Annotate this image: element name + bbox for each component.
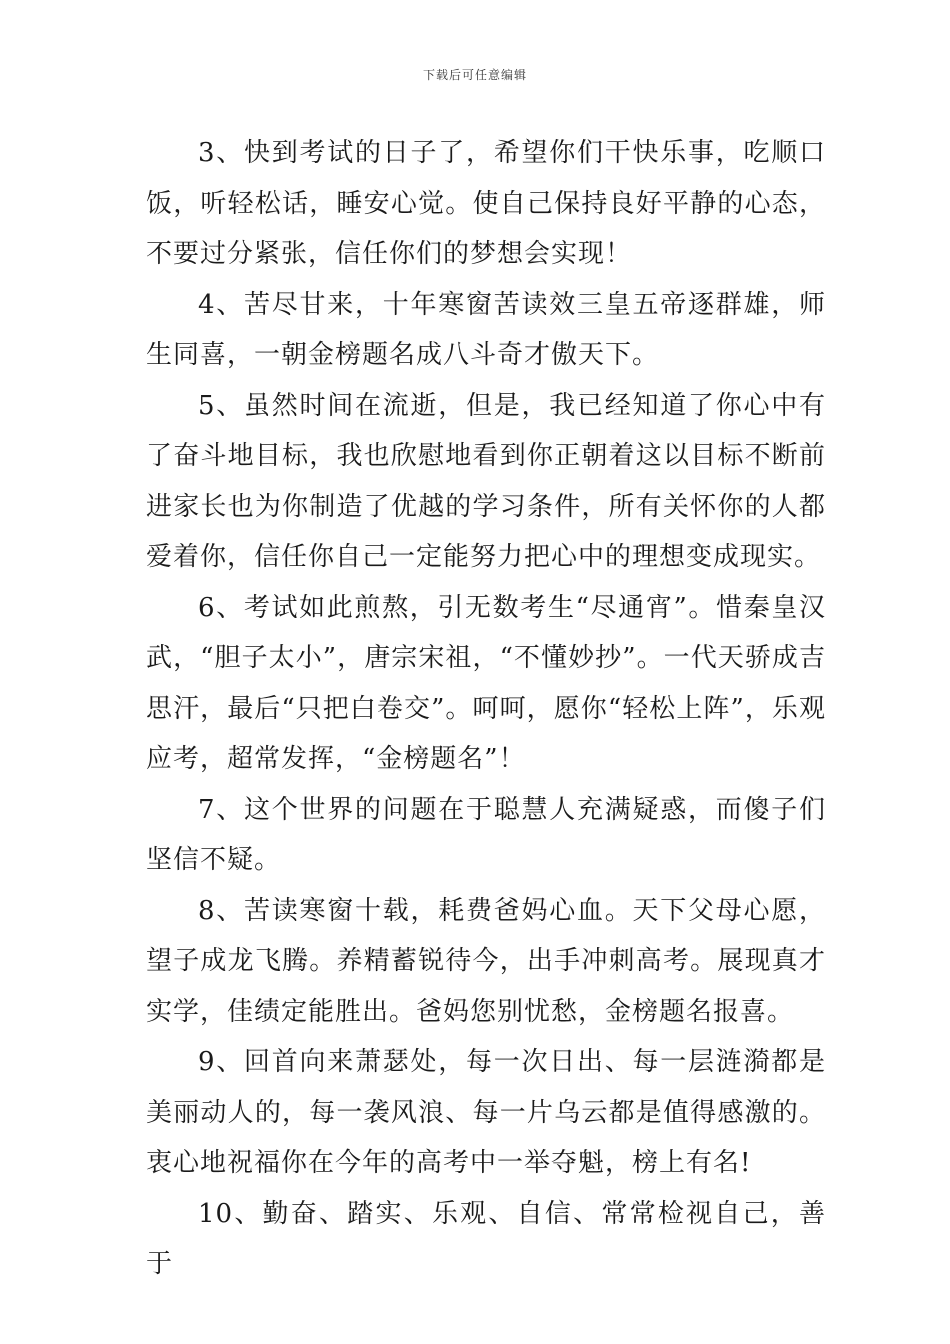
paragraph-3: 3、快到考试的日子了，希望你们干快乐事，吃顺口饭，听轻松话，睡安心觉。使自己保持良好平静的心态，不要过分紧张，信任你们的梦想会实现！: [146, 138, 826, 269]
paragraph-5: 5、虽然时间在流逝，但是，我已经知道了你心中有了奋斗地目标，我也欣慰地看到你正朝着这以目标不断前进家长也为你制造了优越的学习条件，所有关怀你的人都爱着你，信任你自己一定能努力把心中的理想变成现实。: [146, 390, 826, 572]
document-body: [146, 128, 826, 1290]
page-header: 下载后可任意编辑: [422, 68, 527, 82]
paragraph-4: 4、苦尽甘来，十年寒窗苦读效三皇五帝逐群雄，师生同喜，一朝金榜题名成八斗奇才傲天下。: [146, 289, 826, 370]
paragraph-8: 8、苦读寒窗十载，耗费爸妈心血。天下父母心愿，望子成龙飞腾。养精蓄锐待今，出手冲刺高考。展现真才实学，佳绩定能胜出。爸妈您别忧愁，金榜题名报喜。: [146, 895, 826, 1027]
paragraph-10: 10、勤奋、踏实、乐观、自信、常常检视自己，善于: [146, 1198, 826, 1279]
paragraph-6: 6、考试如此煎熬，引无数考生“尽通宵”。惜秦皇汉武，“胆子太小”，唐宗宋祖，“不懂妙抄”。一代天骄成吉思汗，最后“只把白卷交”。呵呵，愿你“轻松上阵”，乐观应考，超常发挥，“金榜题名”！: [146, 592, 826, 774]
paragraph-9: 9、回首向来萧瑟处，每一次日出、每一层涟漪都是美丽动人的，每一袭风浪、每一片乌云都是值得感激的。衷心地祝福你在今年的高考中一举夺魁，榜上有名!: [146, 1047, 826, 1178]
paragraph-7: 7、这个世界的问题在于聪慧人充满疑惑，而傻子们坚信不疑。: [146, 794, 826, 875]
